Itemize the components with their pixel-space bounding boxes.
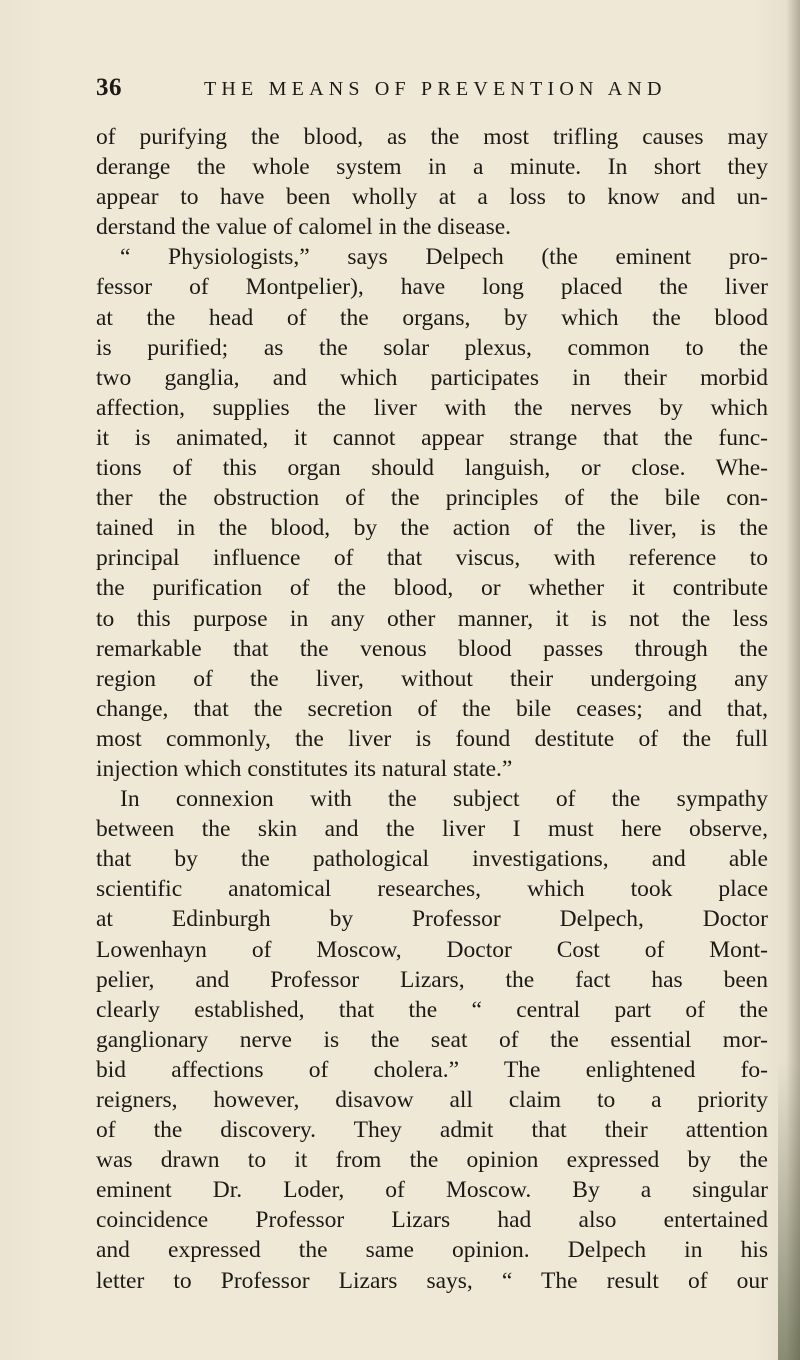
text-line: at the head of the organs, by which the blood — [96, 304, 768, 331]
text-line: and expressed the same opinion. Delpech in his — [96, 1237, 768, 1264]
text-line: to this purpose in any other manner, it is not the less — [96, 605, 768, 632]
text-line: affection, supplies the liver with the nerves by which — [96, 394, 768, 421]
text-line: In connexion with the subject of the sympathy — [120, 786, 768, 813]
text-line: eminent Dr. Loder, of Moscow. By a singular — [96, 1177, 768, 1204]
text-line: change, that the secretion of the bile ceases; and that, — [96, 695, 768, 722]
text-line: “ Physiologists,” says Delpech (the eminent pro- — [120, 244, 768, 271]
body-text — [96, 122, 768, 1296]
text-line: of the discovery. They admit that their attention — [96, 1117, 768, 1144]
page-corner-stain — [778, 1060, 800, 1360]
text-line: is purified; as the solar plexus, common to the — [96, 334, 768, 361]
text-line: reigners, however, disavow all claim to a priority — [96, 1087, 768, 1113]
text-line: the purification of the blood, or whether it contribute — [96, 575, 768, 602]
text-line: that by the pathological investigations, and able — [96, 846, 768, 873]
text-line: at Edinburgh by Professor Delpech, Doctor — [96, 906, 768, 933]
text-line: was drawn to it from the opinion expressed by the — [96, 1147, 768, 1174]
text-line: ganglionary nerve is the seat of the essential mor- — [96, 1026, 768, 1053]
text-line: two ganglia, and which participates in their morbid — [96, 364, 768, 391]
text-line: of purifying the blood, as the most trifling causes may — [96, 124, 768, 150]
text-line: coincidence Professor Lizars had also entertained — [96, 1207, 768, 1234]
text-line: injection which constitutes its natural state.” — [96, 755, 513, 782]
text-line: tained in the blood, by the action of the liver, is the — [96, 515, 768, 542]
page-header — [96, 74, 696, 110]
text-line: pelier, and Professor Lizars, the fact has been — [96, 966, 768, 993]
text-line: derstand the value of calomel in the disease. — [96, 214, 512, 241]
text-line: principal influence of that viscus, with reference to — [96, 545, 768, 572]
text-line: fessor of Montpelier), have long placed the liver — [96, 274, 768, 301]
text-line: bid affections of cholera.” The enlightened fo- — [96, 1056, 768, 1083]
text-line: region of the liver, without their undergoing any — [96, 665, 768, 692]
text-line: tions of this organ should languish, or close. Whe- — [96, 455, 768, 482]
text-line: remarkable that the venous blood passes through the — [96, 635, 768, 662]
page-number: 36 — [96, 74, 122, 101]
text-line: most commonly, the liver is found destitute of the full — [96, 725, 768, 752]
text-line: letter to Professor Lizars says, “ The result of our — [96, 1267, 768, 1294]
text-line: appear to have been wholly at a loss to know and un- — [96, 184, 768, 211]
text-line: clearly established, that the “ central part of the — [96, 996, 768, 1023]
text-line: Lowenhayn of Moscow, Doctor Cost of Mont- — [96, 936, 768, 963]
text-line: scientific anatomical researches, which took place — [96, 876, 768, 903]
running-head: THE MEANS OF PREVENTION AND — [204, 78, 667, 100]
text-line: derange the whole system in a minute. In short they — [96, 154, 768, 181]
text-line: it is animated, it cannot appear strange that the func- — [96, 424, 768, 451]
text-line: between the skin and the liver I must here observe, — [96, 816, 768, 843]
text-line: ther the obstruction of the principles of the bile con- — [96, 485, 768, 512]
